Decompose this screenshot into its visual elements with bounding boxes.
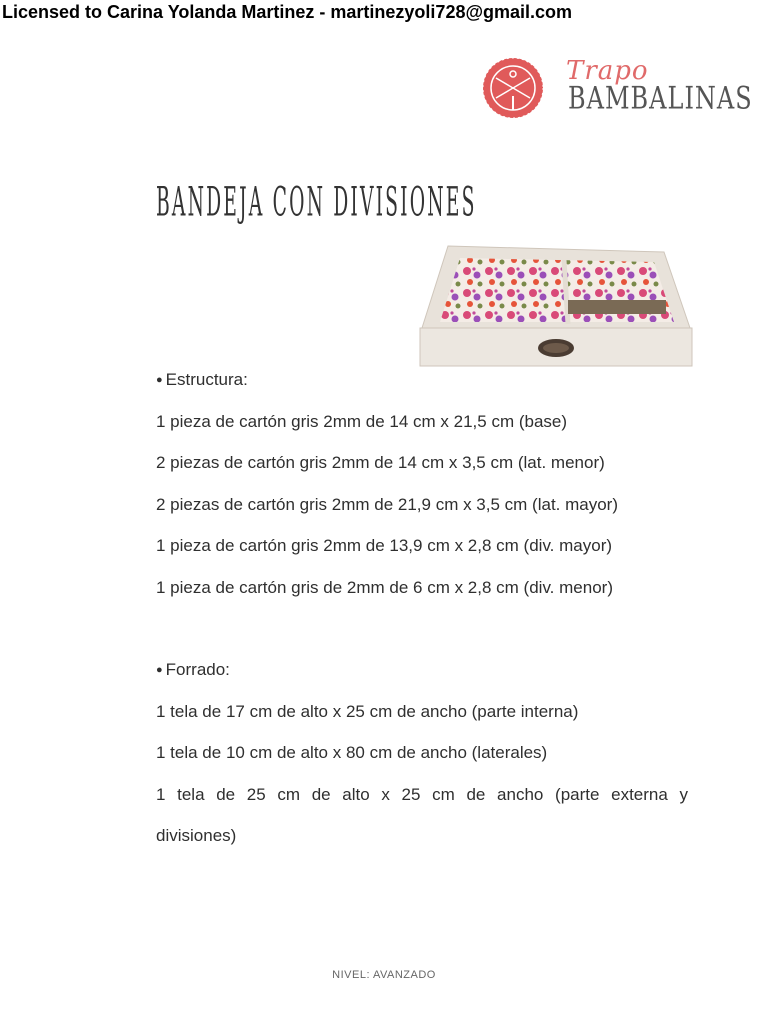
list-item: 1 tela de 17 cm de alto x 25 cm de ancho (parte interna) <box>156 701 579 721</box>
list-item: 1 tela de 10 cm de alto x 80 cm de ancho (laterales) <box>156 743 548 762</box>
bullet-icon: ● <box>156 664 163 676</box>
forrado-heading: ● Forrado: <box>156 660 230 679</box>
license-notice: Licensed to Carina Yolanda Martinez - martinezyoli728@gmail.com <box>2 2 573 22</box>
page-title: BANDEJA CON DIVISIONES <box>156 180 477 227</box>
tray-photo <box>418 244 696 368</box>
logo-brand-text: BAMBALINAS <box>568 80 753 117</box>
logo-script-text: Trapo <box>566 56 649 86</box>
list-item: divisiones) <box>156 826 237 845</box>
list-item: 2 piezas de cartón gris 2mm de 14 cm x 3,5 cm (lat. menor) <box>156 453 605 472</box>
list-item: 2 piezas de cartón gris 2mm de 21,9 cm x 3,5 cm (lat. mayor) <box>156 494 619 514</box>
list-item: 1 tela de 25 cm de alto x 25 cm de ancho (parte externa y <box>156 784 688 804</box>
bullet-icon: ● <box>156 374 163 386</box>
logo-badge-icon <box>480 56 546 120</box>
forrado-section <box>156 649 688 857</box>
list-item: 1 pieza de cartón gris de 2mm de 6 cm x 2,8 cm (div. menor) <box>156 577 613 597</box>
list-item: 1 pieza de cartón gris 2mm de 14 cm x 21,5 cm (base) <box>156 411 568 431</box>
level-footer: NIVEL: AVANZADO <box>332 969 436 981</box>
estructura-heading: ● Estructura: <box>156 370 248 389</box>
brand-logo <box>480 56 753 120</box>
estructura-section <box>156 359 688 608</box>
list-item: 1 pieza de cartón gris 2mm de 13,9 cm x 2,8 cm (div. mayor) <box>156 536 613 555</box>
